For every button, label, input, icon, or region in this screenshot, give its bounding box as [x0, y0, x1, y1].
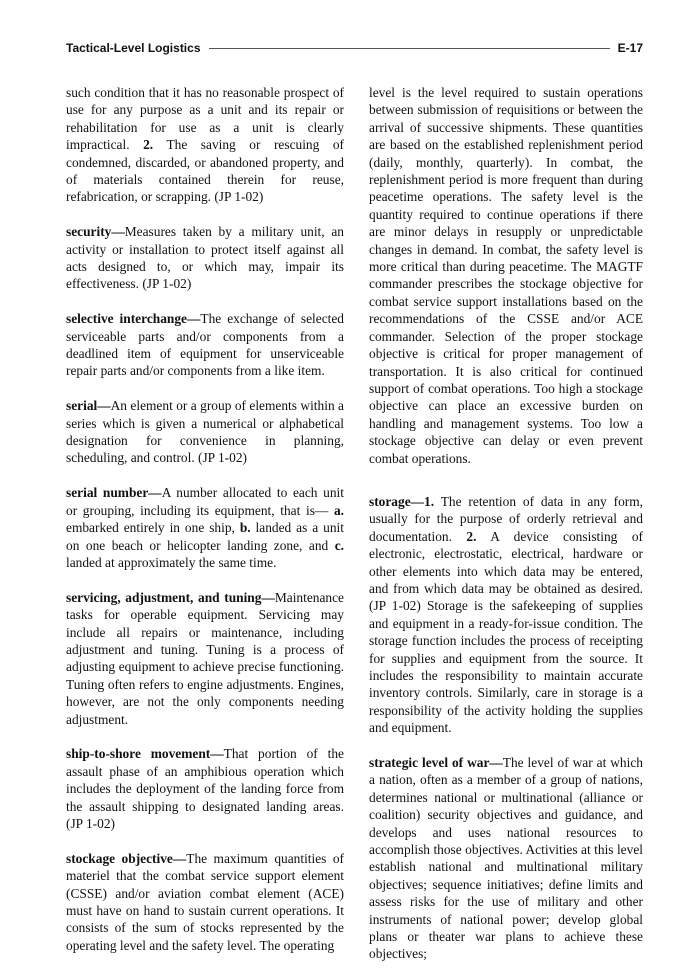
continued-text [66, 84, 344, 206]
glossary-term: stockage objective— [66, 850, 187, 866]
glossary-entry [66, 310, 344, 380]
continued-text [369, 84, 643, 467]
glossary-term: security— [66, 224, 125, 240]
glossary-term: selective interchange— [66, 311, 201, 327]
left-column [66, 84, 344, 972]
definition-text: The maximum quantities of materiel that the combat service support element (CSSE) and/or aviation combat element (ACE) must have on hand to sustain current operations. It consists of the sum of stocks represented by the operating level and the safety level. The operating [66, 850, 344, 953]
header-title: Tactical-Level Logistics [66, 41, 201, 55]
glossary-entry [369, 754, 643, 963]
page-number: E-17 [617, 41, 643, 55]
definition-text: Measures taken by a military unit, an activity or installation to protect itself against all acts designed to, or which may, impair its effectiveness. (JP 1-02) [66, 224, 344, 292]
glossary-entry [66, 223, 344, 293]
enumeration-marker: 1. [424, 493, 435, 509]
glossary-entry [66, 397, 344, 467]
definition-text: The retention of data in any form, usually for the purpose of orderly retrieval and documentation. [369, 493, 643, 544]
glossary-term: servicing, adjustment, and tuning— [66, 589, 275, 605]
definition-text: The exchange of selected serviceable parts and/or components from a deadlined item of equipment for unserviceable repair parts and/or components from a like item. [66, 311, 344, 379]
enumeration-marker: 2. [466, 528, 477, 544]
enumeration-marker: 2. [143, 137, 154, 153]
right-column [369, 84, 643, 980]
glossary-term: serial number— [66, 485, 162, 501]
glossary-entry [66, 745, 344, 832]
definition-text: embarked entirely in one ship, [66, 520, 240, 536]
glossary-entry [66, 589, 344, 728]
glossary-term: ship-to-shore movement— [66, 746, 224, 762]
definition-text: The saving or rescuing of condemned, discarded, or abandoned property, and of materials contained therein for reuse, refabrication, or scrapping. (JP 1-02) [66, 137, 345, 205]
glossary-entry [66, 484, 344, 571]
definition-text: An element or a group of elements within a series which is given a numerical or alphabetical designation for convenience in planning, scheduling, and control. (JP 1-02) [66, 398, 344, 466]
definition-text: A device consisting of electronic, electrostatic, electrical, hardware or other elements into which data may be entered, and from which data may be obtained as desired. (JP 1-02) Storage is the safekeeping of supplies and equipment in a ready-for-issue condition. The storage function includes the process of receipting for supplies and equipment from the source. It includes the responsibility to maintain accurate inventory controls. Similarly, care in storage is a responsibility of the activity holding the supplies and equipment. [369, 528, 643, 736]
enumeration-marker: a. [333, 502, 344, 518]
definition-text: landed at approximately the same time. [66, 554, 277, 570]
definition-text: level is the level required to sustain operations between submission of requisitions or between the arrival of successive shipments. These quantities are based on the established replenishment period (daily, monthly, quarterly). In combat, the replenishment period is more frequent than during peacetime operations. The safety level is the quantity required to continue operations if there are minor delays in resupply or unpredictable changes in demand. In combat, the safety level is more critical than during peacetime. The MAGTF commander prescribes the stockage objective for combat service support installations based on the recommendations of the CSSE and/or ACE commander. Selection of the proper stockage objective is critical for proper management of transportation. It is also critical for continued support of combat operations. Too high a stockage objective can place an excessive burden on handling and management systems. Too low a stockage objective can delay or even prevent combat operations. [369, 85, 643, 466]
definition-text: A number allocated to each unit or grouping, including its equipment, that is— [66, 485, 344, 518]
enumeration-marker: c. [334, 537, 344, 553]
header-rule [209, 48, 610, 49]
glossary-term: storage— [369, 493, 425, 509]
definition-text: The level of war at which a nation, often as a member of a group of nations, determines national or multinational (alliance or coalition) security objectives and guidance, and develops and uses national resources to accomplish those objectives. Activities at this level establish national and multinational military objectives; sequence initiatives; define limits and assess risks for the use of military and other instruments of national power; develop global plans or theater war plans to achieve these objectives; [369, 755, 643, 962]
definition-text: such condition that it has no reasonable prospect of use for any purpose as a unit and its repair or rehabilitation for use as a unit is clearly impractical. [66, 85, 344, 153]
definition-text: That portion of the assault phase of an amphibious operation which includes the deployment of the landing force from the assault shipping to designated landing areas. (JP 1-02) [66, 746, 344, 831]
running-header [66, 41, 643, 55]
glossary-entry [66, 850, 344, 954]
glossary-term: serial— [66, 398, 111, 414]
definition-text: landed as a unit on one beach or helicopter landing zone, and [66, 520, 344, 553]
glossary-entry [369, 493, 643, 737]
enumeration-marker: b. [239, 520, 251, 536]
glossary-term: strategic level of war— [369, 755, 503, 771]
definition-text: Maintenance tasks for operable equipment. Servicing may include all repairs or maintenance, including adjustment and tuning. Tuning is a process of adjusting equipment to achieve precise functioning. Tuning often refers to engine adjustments. Engines, however, are not the only components needing adjustment. [66, 589, 344, 727]
